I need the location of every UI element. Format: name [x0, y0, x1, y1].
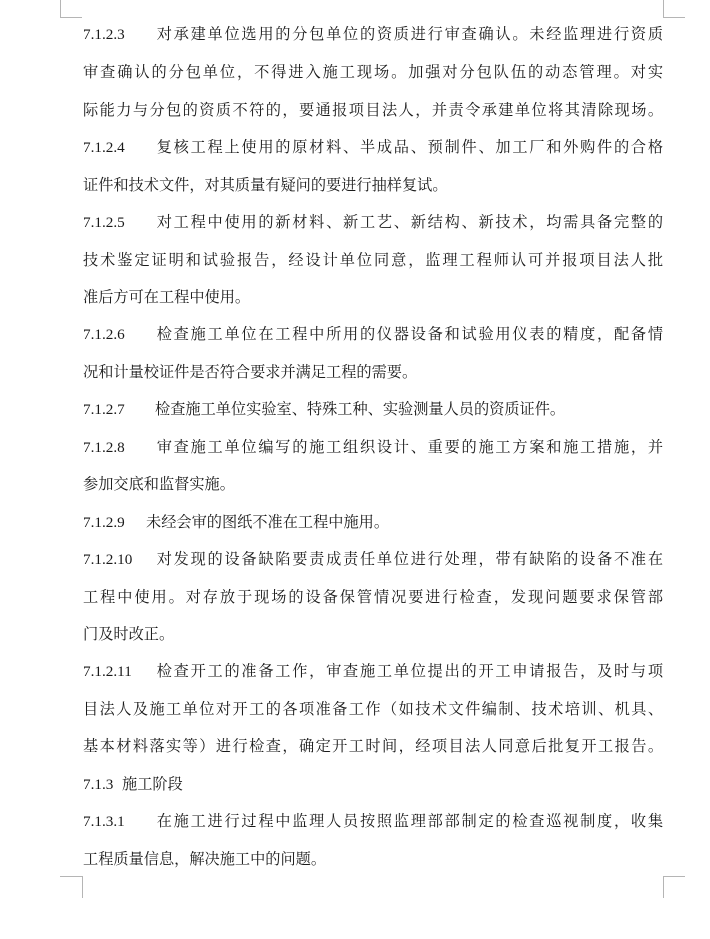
clause-text: 在施工进行过程中监理人员按照监理部部制定的检查巡视制度，收集 [155, 812, 663, 830]
paragraph-line [83, 512, 663, 534]
paragraph-line [83, 324, 663, 346]
clause-number: 7.1.2.9 [83, 514, 125, 531]
paragraph-line: 际能力与分包的资质不符的，要通报项目法人，并责令承建单位将其清除现场。 [83, 101, 663, 119]
section-title: 施工阶段 [122, 775, 183, 793]
clause-number: 7.1.2.4 [83, 139, 125, 156]
clause-number: 7.1.2.6 [83, 326, 125, 343]
section-number: 7.1.3 [83, 776, 114, 793]
paragraph-line: 况和计量校证件是否符合要求并满足工程的需要。 [83, 363, 418, 381]
paragraph-line: 基本材料落实等）进行检查，确定开工时间，经项目法人同意后批复开工报告。 [83, 737, 663, 755]
paragraph-line: 门及时改正。 [83, 625, 175, 643]
paragraph-line [83, 399, 663, 421]
clause-text: 对工程中使用的新材料、新工艺、新结构、新技术，均需具备完整的 [155, 213, 663, 231]
paragraph-line: 审查确认的分包单位，不得进入施工现场。加强对分包队伍的动态管理。对实 [83, 63, 663, 81]
paragraph-line: 证件和技术文件，对其质量有疑问的要进行抽样复试。 [83, 176, 448, 194]
paragraph-line [83, 137, 663, 159]
clause-text: 检查施工单位实验室、特殊工种、实验测量人员的资质证件。 [155, 400, 566, 418]
clause-text: 未经会审的图纸不准在工程中施用。 [146, 513, 389, 531]
clause-number: 7.1.2.5 [83, 214, 125, 231]
clause-number: 7.1.2.10 [83, 551, 133, 568]
paragraph-line: 准后方可在工程中使用。 [83, 288, 251, 306]
clause-number: 7.1.2.3 [83, 26, 125, 43]
clause-text: 对发现的设备缺陷要责成责任单位进行处理，带有缺陷的设备不准在 [155, 550, 663, 568]
clause-number: 7.1.2.7 [83, 401, 125, 418]
paragraph-line [83, 24, 663, 46]
paragraph-line [83, 437, 663, 459]
paragraph-line: 目法人及施工单位对开工的各项准备工作（如技术文件编制、技术培训、机具、 [83, 700, 663, 718]
paragraph-line [83, 661, 663, 683]
clause-text: 检查施工单位在工程中所用的仪器设备和试验用仪表的精度，配备情 [155, 325, 663, 343]
clause-text: 对承建单位选用的分包单位的资质进行审查确认。未经监理进行资质 [155, 25, 663, 43]
clause-text: 检查开工的准备工作，审查施工单位提出的开工申请报告，及时与项 [155, 662, 663, 680]
clause-number: 7.1.2.8 [83, 439, 125, 456]
clause-number: 7.1.3.1 [83, 813, 125, 830]
paragraph-line: 参加交底和监督实施。 [83, 475, 235, 493]
paragraph-line: 工程质量信息，解决施工中的问题。 [83, 850, 326, 868]
paragraph-line: 技术鉴定证明和试验报告，经设计单位同意，监理工程师认可并报项目法人批 [83, 251, 663, 269]
paragraph-line [83, 549, 663, 571]
paragraph-line [83, 811, 663, 833]
clause-text: 审查施工单位编写的施工组织设计、重要的施工方案和施工措施，并 [155, 438, 663, 456]
section-heading [83, 774, 663, 796]
paragraph-line: 工程中使用。对存放于现场的设备保管情况要进行检查，发现问题要求保管部 [83, 588, 663, 606]
paragraph-line [83, 212, 663, 234]
clause-text: 复核工程上使用的原材料、半成品、预制件、加工厂和外购件的合格 [155, 138, 663, 156]
clause-number: 7.1.2.11 [83, 663, 132, 680]
